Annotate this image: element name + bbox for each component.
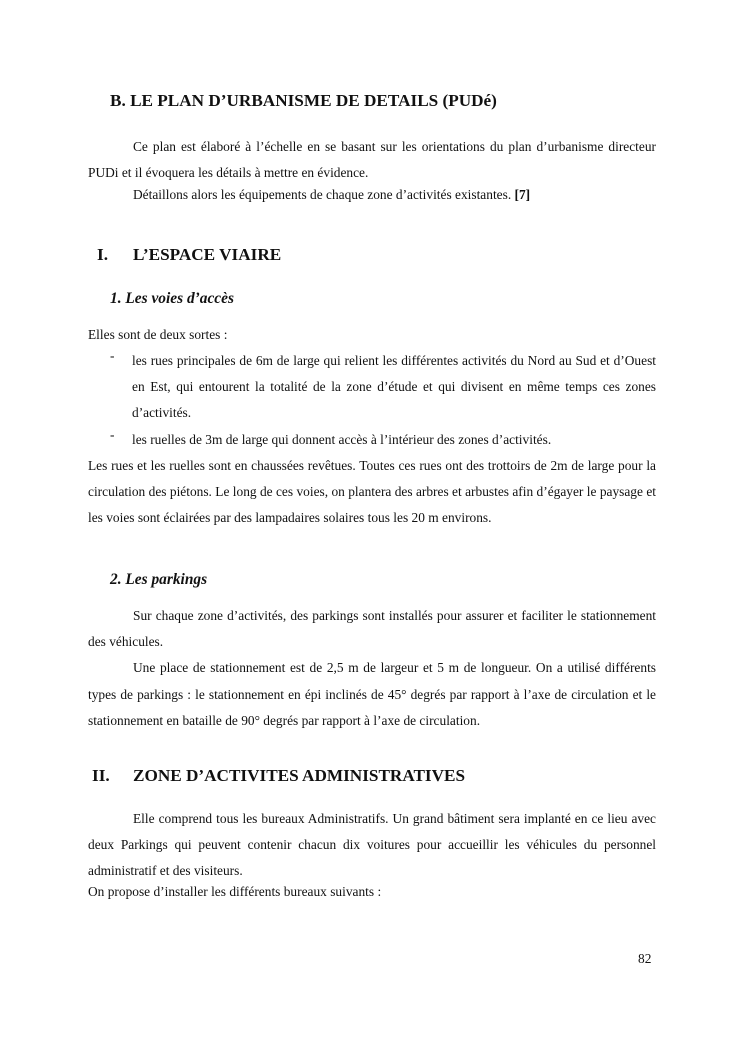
parkings-paragraph-2: Une place de stationnement est de 2,5 m de largeur et 5 m de longueur. On a utilisé différents types de parkings : le stationnement en épi inclinés de 45° degrés par rapport à l’axe de circulation et le stationnement en bataille de 90° degrés par rapport à l’axe de circulation. — [88, 660, 656, 728]
section-b-paragraph-2 — [88, 182, 656, 208]
bullet-dash: - — [110, 348, 115, 363]
bullet-dash: - — [110, 427, 115, 442]
subsection-1-label: 1. — [110, 290, 122, 307]
section-b-body — [88, 134, 656, 209]
section-b-paragraph-2-text: Détaillons alors les équipements de chaque zone d’activités existantes. — [133, 187, 512, 203]
section-ii-paragraph-1: Elle comprend tous les bureaux Administratifs. Un grand bâtiment sera implanté en ce lieu avec deux Parkings qui peuvent contenir chacun dix voitures pour accueillir les véhicules du personnel administratif et des visiteurs. — [88, 811, 656, 879]
voies-paragraph: Les rues et les ruelles sont en chaussées revêtues. Toutes ces rues ont des trottoirs de 2m de large pour la circulation des piétons. Le long de ces voies, on plantera des arbres et arbustes afin d’égayer le paysage et les voies sont éclairées par des lampadaires solaires tous les 20 m environs. — [88, 458, 656, 526]
section-i-heading — [97, 245, 281, 265]
section-ii-title: ZONE D’ACTIVITES ADMINISTRATIVES — [133, 766, 466, 785]
section-b-label: B. — [110, 91, 126, 110]
voies-paragraph-block — [88, 453, 656, 532]
bullet-text-2: les ruelles de 3m de large qui donnent accès à l’intérieur des zones d’activités. — [132, 432, 552, 447]
section-ii-label: II. — [92, 766, 110, 785]
subsection-1-title: Les voies d’accès — [125, 290, 234, 307]
voies-intro: Elles sont de deux sortes : — [88, 327, 228, 342]
section-b-title: LE PLAN D’URBANISME DE DETAILS (PUDé) — [130, 91, 497, 110]
subsection-2-label: 2. — [110, 571, 122, 588]
bullet-text-1: les rues principales de 6m de large qui relient les différentes activités du Nord au Sud et d’Ouest en Est, qui entourent la totalité de la zone d’étude et qui divisent en même temps ces zones d’activités. — [132, 353, 656, 421]
subsection-2-title: Les parkings — [125, 571, 208, 588]
parkings-body — [88, 603, 656, 734]
section-b-heading — [110, 91, 497, 111]
section-ii-heading — [92, 766, 465, 786]
list-item — [110, 348, 656, 427]
section-ii-body — [88, 806, 656, 905]
subsection-2-heading — [110, 571, 207, 589]
list-item — [110, 427, 656, 453]
parkings-paragraph-1: Sur chaque zone d’activités, des parkings sont installés pour assurer et faciliter le stationnement des véhicules. — [88, 608, 656, 650]
page-number: 82 — [638, 951, 652, 966]
reference-7: [7] — [514, 187, 531, 203]
section-ii-paragraph-2: On propose d’installer les différents bureaux suivants : — [88, 883, 382, 899]
section-b-paragraph-1: Ce plan est élaboré à l’échelle en se basant sur les orientations du plan d’urbanisme directeur PUDi et il évoquera les détails à mettre en évidence. — [88, 139, 656, 181]
subsection-1-heading — [110, 290, 234, 308]
section-i-title: L’ESPACE VIAIRE — [133, 245, 282, 264]
section-i-label: I. — [97, 245, 108, 264]
